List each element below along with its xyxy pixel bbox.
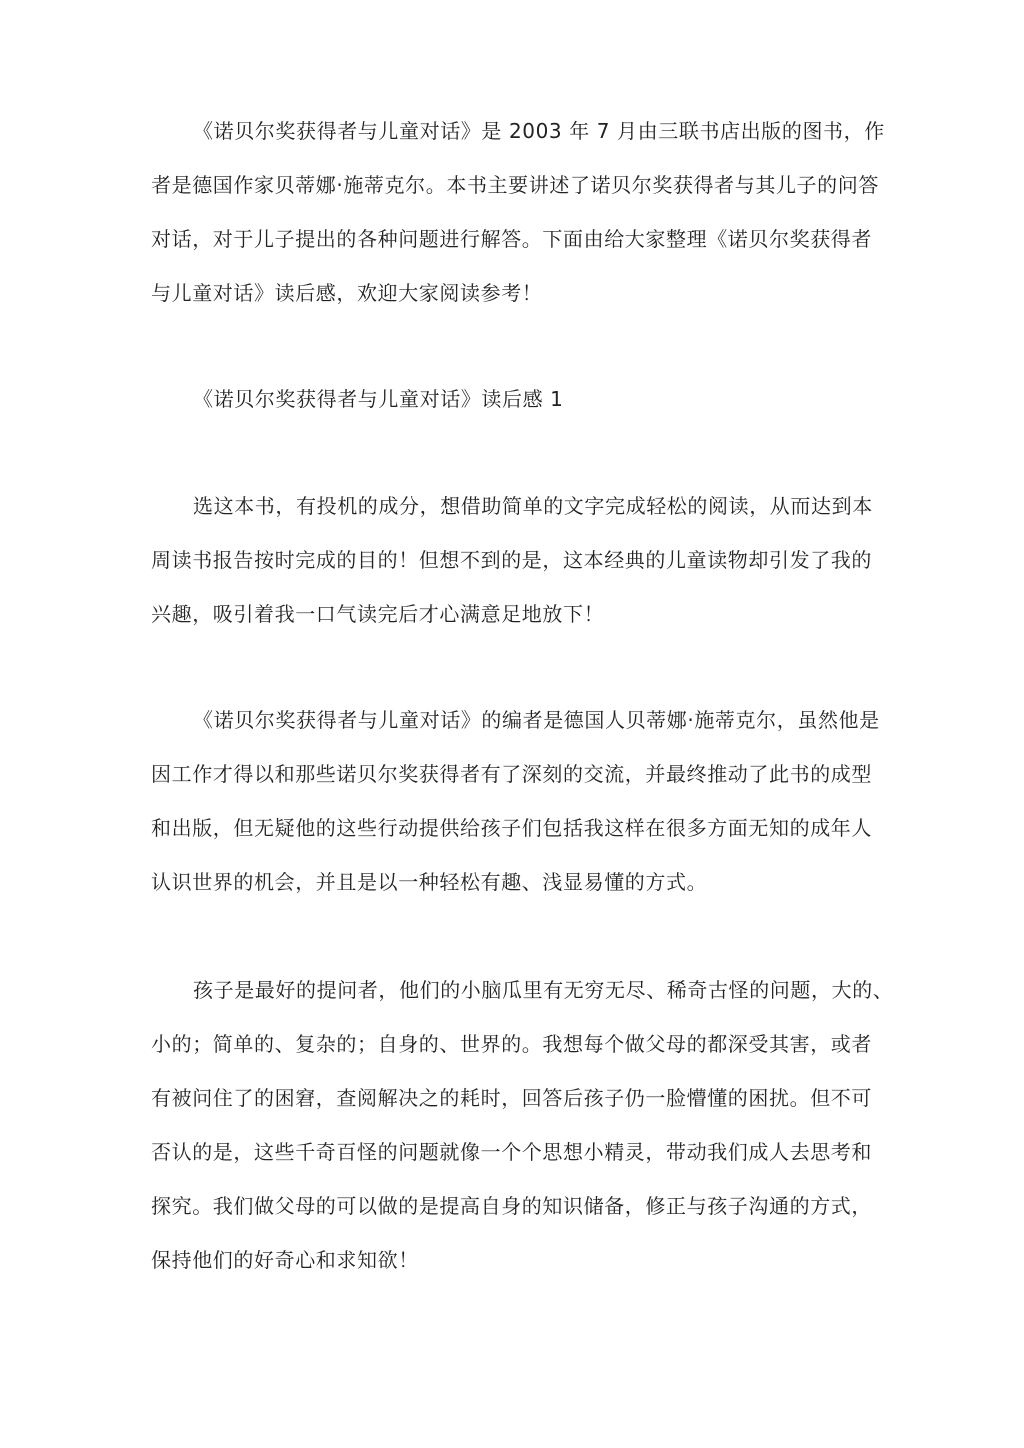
para2-line-3: 和出版，但无疑他的这些行动提供给孩子们包括我这样在很多方面无知的成年人 [151,816,872,840]
para1-line-1: 选这本书，有投机的成分，想借助简单的文字完成轻松的阅读，从而达到本 [193,494,873,518]
intro-line-4: 与儿童对话》读后感，欢迎大家阅读参考！ [151,281,543,305]
para3-line-2: 小的；简单的、复杂的；自身的、世界的。我想每个做父母的都深受其害，或者 [151,1032,872,1056]
intro-line-3: 对话，对于儿子提出的各种问题进行解答。下面由给大家整理《诺贝尔奖获得者 [151,227,872,251]
para3-line-4: 否认的是，这些千奇百怪的问题就像一个个思想小精灵，带动我们成人去思考和 [151,1140,872,1164]
para3-line-1: 孩子是最好的提问者，他们的小脑瓜里有无穷无尽、稀奇古怪的问题，大的、 [193,978,894,1002]
para2-line-2: 因工作才得以和那些诺贝尔奖获得者有了深刻的交流，并最终推动了此书的成型 [151,762,872,786]
para3-line-3: 有被问住了的困窘，查阅解决之的耗时，回答后孩子仍一脸懵懂的困扰。但不可 [151,1086,872,1110]
intro-line-2: 者是德国作家贝蒂娜·施蒂克尔。本书主要讲述了诺贝尔奖获得者与其儿子的问答 [151,173,879,197]
para3-line-5: 探究。我们做父母的可以做的是提高自身的知识储备，修正与孩子沟通的方式， [151,1194,872,1218]
para2-line-1: 《诺贝尔奖获得者与儿童对话》的编者是德国人贝蒂娜·施蒂克尔，虽然他是 [193,708,880,732]
para1-line-3: 兴趣，吸引着我一口气读完后才心满意足地放下！ [151,602,605,626]
para1-line-2: 周读书报告按时完成的目的！但想不到的是，这本经典的儿童读物却引发了我的 [151,548,872,572]
para2-line-4: 认识世界的机会，并且是以一种轻松有趣、浅显易懂的方式。 [151,870,708,894]
para3-line-6: 保持他们的好奇心和求知欲！ [151,1248,419,1272]
heading-text: 《诺贝尔奖获得者与儿童对话》读后感 1 [193,387,564,411]
intro-line-1: 《诺贝尔奖获得者与儿童对话》是 2003 年 7 月由三联书店出版的图书，作 [193,119,885,143]
